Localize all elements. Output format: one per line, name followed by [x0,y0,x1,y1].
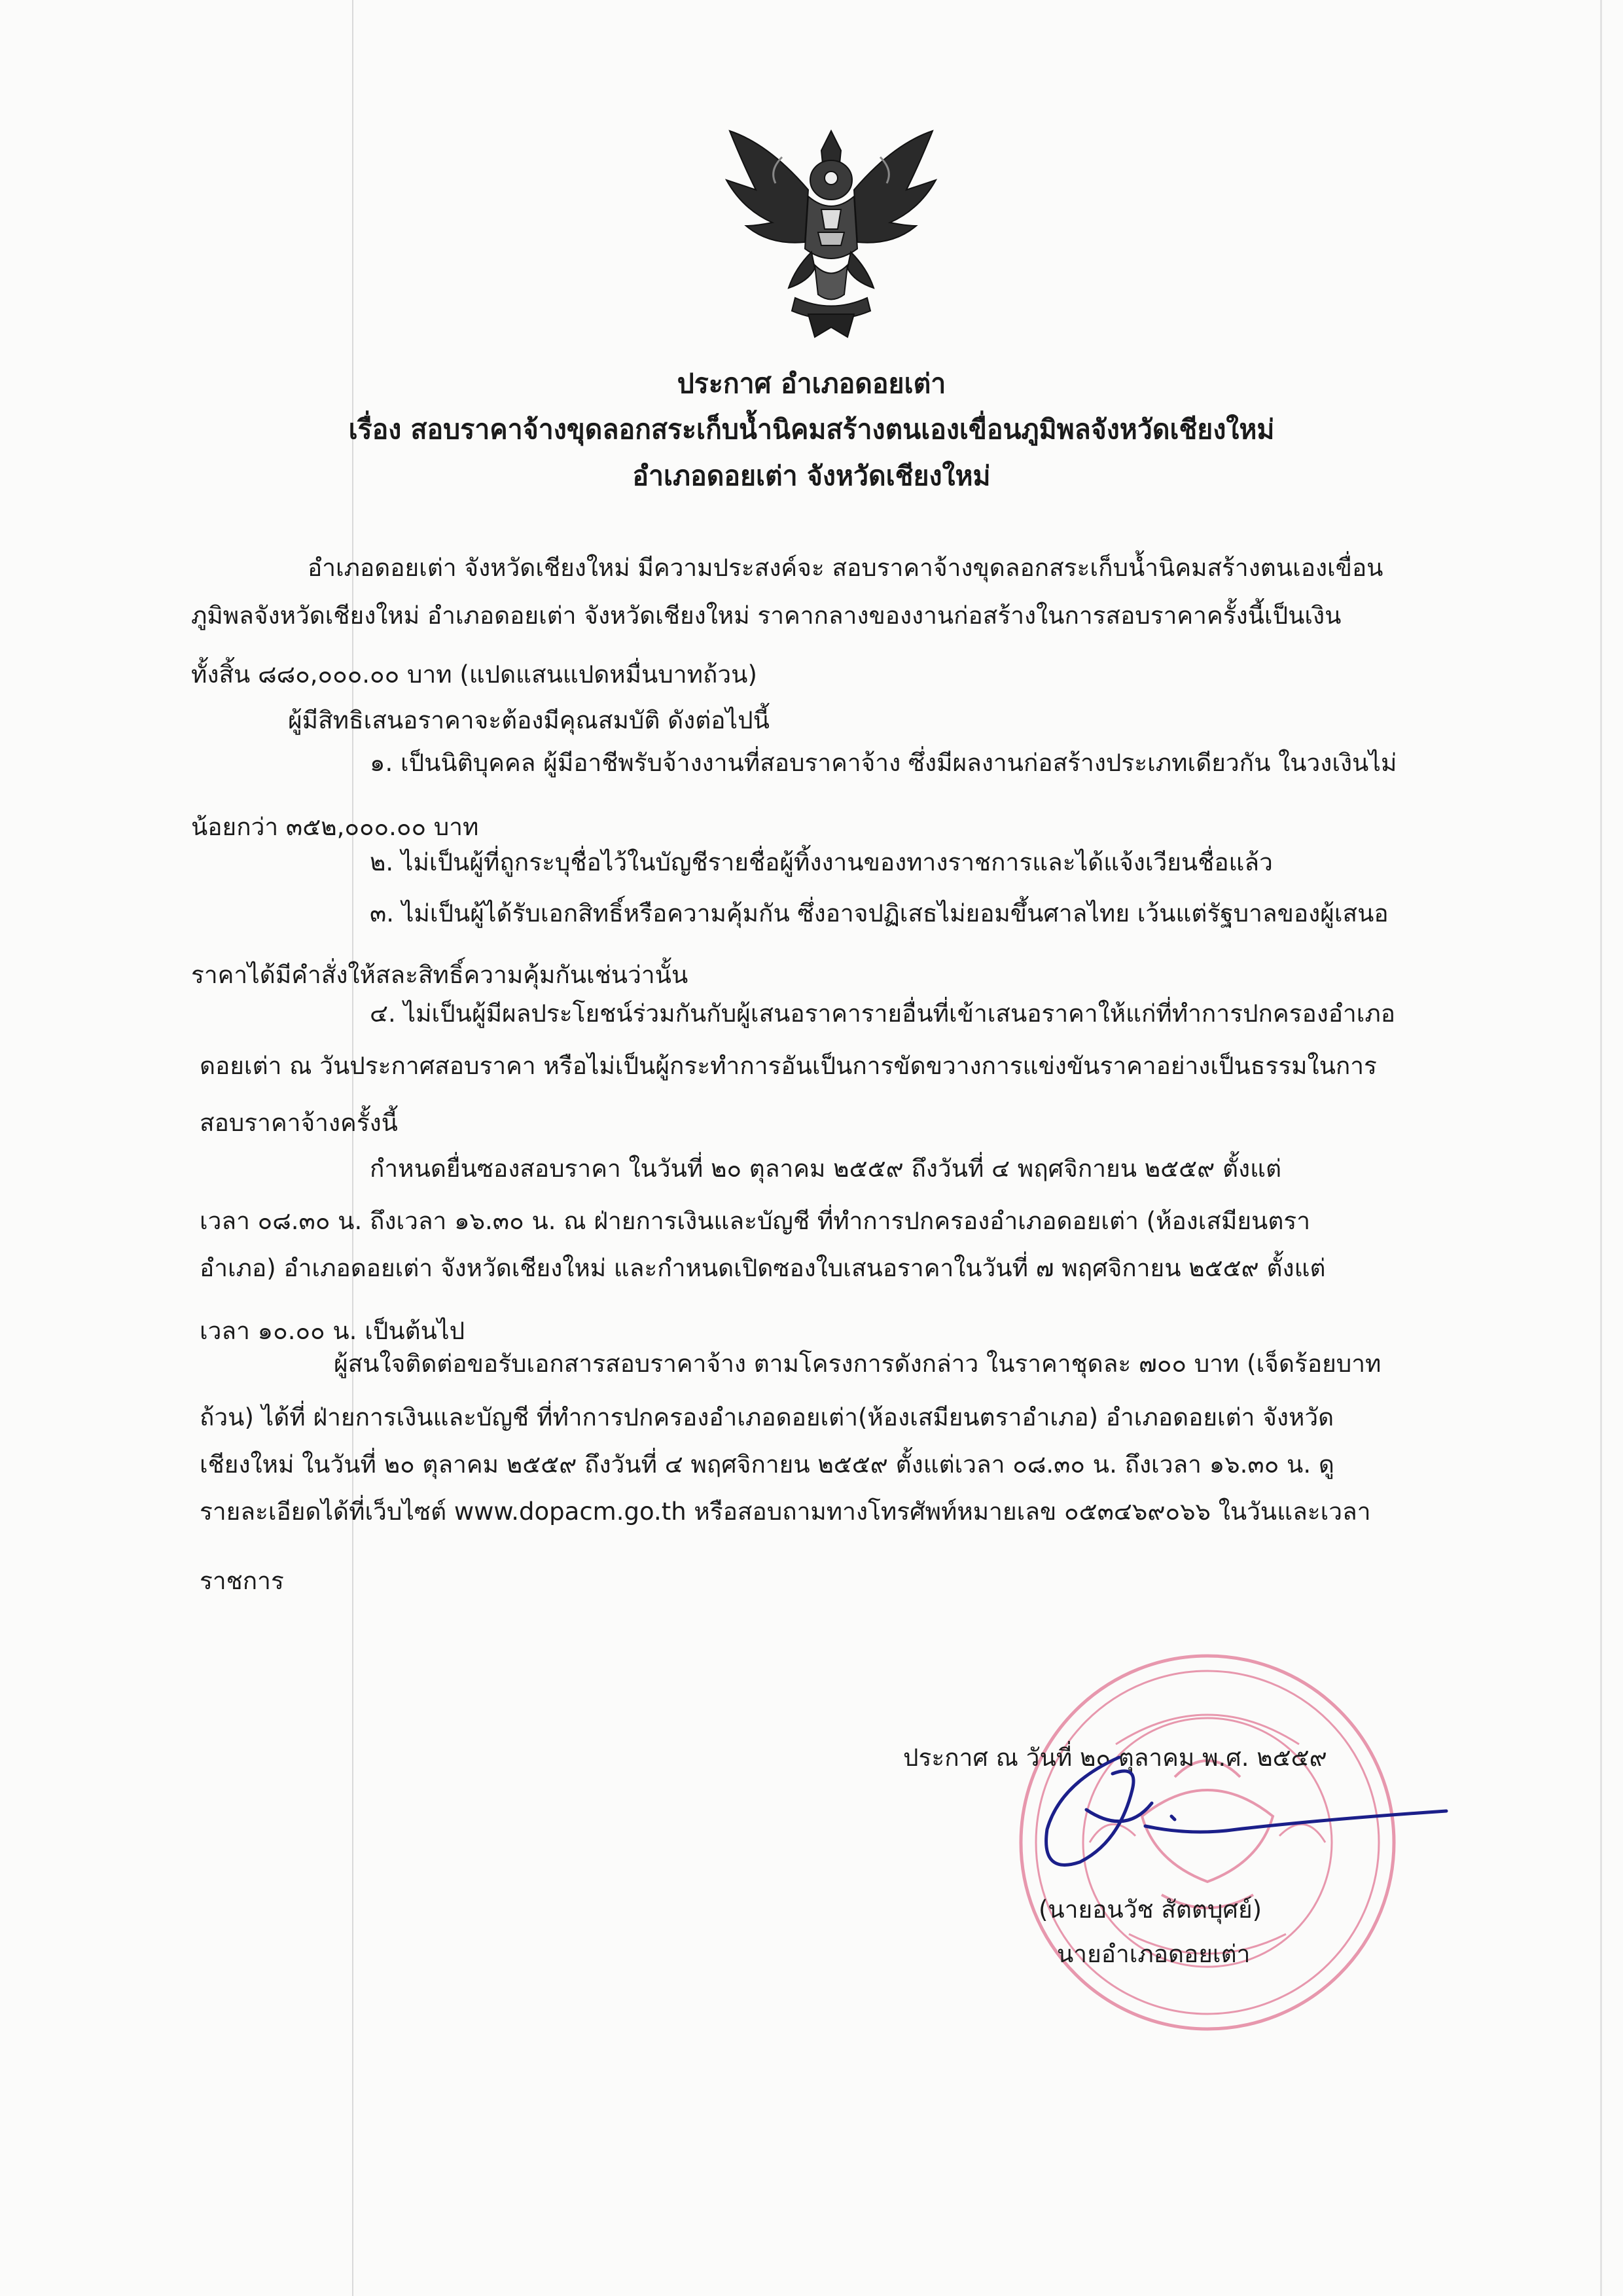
body-line-3: ทั้งสิ้น ๘๘๐,๐๐๐.๐๐ บาท (แปดแสนแปดหมื่นบาทถ้วน) [191,660,757,689]
announcement-subject: เรื่อง สอบราคาจ้างขุดลอกสระเก็บน้ำนิคมสร้างตนเองเขื่อนภูมิพลจังหวัดเชียงใหม่ [348,414,1275,445]
body-line-20: รายละเอียดได้ที่เว็บไซต์ www.dopacm.go.th หรือสอบถามทางโทรศัพท์หมายเลข ๐๕๓๔๖๙๐๖๖ ในวันและเวลา [200,1498,1371,1526]
body-line-18: ถ้วน) ได้ที่ ฝ่ายการเงินและบัญชี ที่ทำการปกครองอำเภอดอยเต่า(ห้องเสมียนตราอำเภอ) อำเภอดอยเต่า จังหวัด [200,1403,1334,1431]
body-line-1: อำเภอดอยเต่า จังหวัดเชียงใหม่ มีความประสงค์จะ สอบราคาจ้างขุดลอกสระเก็บน้ำนิคมสร้างตนเองเขื่อน [308,554,1383,582]
body-line-11: ดอยเต่า ณ วันประกาศสอบราคา หรือไม่เป็นผู้กระทำการอันเป็นการขัดขวางการแข่งขันราคาอย่างเป็นธรรมในการ [200,1052,1377,1080]
garuda-emblem-icon [717,118,946,344]
body-line-12: สอบราคาจ้างครั้งนี้ [200,1109,398,1137]
left-margin-line [352,0,353,2296]
announcement-title: ประกาศ อำเภอดอยเต่า [677,368,946,399]
body-line-2: ภูมิพลจังหวัดเชียงใหม่ อำเภอดอยเต่า จังหวัดเชียงใหม่ ราคากลางของงานก่อสร้างในการสอบราคาครั้งนี้เป็นเงิน [191,601,1342,630]
right-margin-line [1600,0,1602,2296]
body-line-6: น้อยกว่า ๓๕๒,๐๐๐.๐๐ บาท [191,813,479,841]
body-line-13: กำหนดยื่นซองสอบราคา ในวันที่ ๒๐ ตุลาคม ๒๕๕๙ ถึงวันที่ ๔ พฤศจิกายน ๒๕๕๙ ตั้งแต่ [370,1155,1281,1183]
body-line-5: ๑. เป็นนิติบุคคล ผู้มีอาชีพรับจ้างงานที่สอบราคาจ้าง ซึ่งมีผลงานก่อสร้างประเภทเดียวกัน ในวงเงินไม่ [370,749,1397,777]
body-line-8: ๓. ไม่เป็นผู้ได้รับเอกสิทธิ์หรือความคุ้มกัน ซึ่งอาจปฏิเสธไม่ยอมขึ้นศาลไทย เว้นแต่รัฐบาลของผู้เสนอ [370,899,1389,927]
body-line-17: ผู้สนใจติดต่อขอรับเอกสารสอบราคาจ้าง ตามโครงการดังกล่าว ในราคาชุดละ ๗๐๐ บาท (เจ็ดร้อยบาท [334,1350,1382,1378]
body-line-15: อำเภอ) อำเภอดอยเต่า จังหวัดเชียงใหม่ และกำหนดเปิดซองใบเสนอราคาในวันที่ ๗ พฤศจิกายน ๒๕๕๙ ตั้งแต่ [200,1254,1326,1282]
announcement-location: อำเภอดอยเต่า จังหวัดเชียงใหม่ [632,460,991,492]
body-line-7: ๒. ไม่เป็นผู้ที่ถูกระบุชื่อไว้ในบัญชีรายชื่อผู้ทิ้งงานของทางราชการและได้แจ้งเวียนชื่อแล้ว [370,848,1273,876]
body-line-16: เวลา ๑๐.๐๐ น. เป็นต้นไป [200,1317,465,1345]
body-line-14: เวลา ๐๘.๓๐ น. ถึงเวลา ๑๖.๓๐ น. ณ ฝ่ายการเงินและบัญชี ที่ทำการปกครองอำเภอดอยเต่า (ห้องเสมียนตรา [200,1207,1311,1235]
body-line-19: เชียงใหม่ ในวันที่ ๒๐ ตุลาคม ๒๕๕๙ ถึงวันที่ ๔ พฤศจิกายน ๒๕๕๙ ตั้งแต่เวลา ๐๘.๓๐ น. ถึงเวลา ๑๖.๓๐ น. ดู [200,1450,1334,1479]
body-line-4: ผู้มีสิทธิเสนอราคาจะต้องมีคุณสมบัติ ดังต่อไปนี้ [288,706,770,734]
signature-icon [1021,1738,1466,1901]
signer-name: (นายอนวัช สัตตบุศย์) [1039,1895,1262,1924]
body-line-9: ราคาได้มีคำสั่งให้สละสิทธิ์ความคุ้มกันเช่นว่านั้น [191,961,688,989]
body-line-21: ราชการ [200,1567,284,1595]
announcement-date: ประกาศ ณ วันที่ ๒๐ ตุลาคม พ.ศ. ๒๕๕๙ [903,1744,1327,1772]
body-line-10: ๔. ไม่เป็นผู้มีผลประโยชน์ร่วมกันกับผู้เสนอราคารายอื่นที่เข้าเสนอราคาให้แก่ที่ทำการปกครองอำเภอ [370,999,1396,1028]
signer-title: นายอำเภอดอยเต่า [1057,1940,1251,1968]
